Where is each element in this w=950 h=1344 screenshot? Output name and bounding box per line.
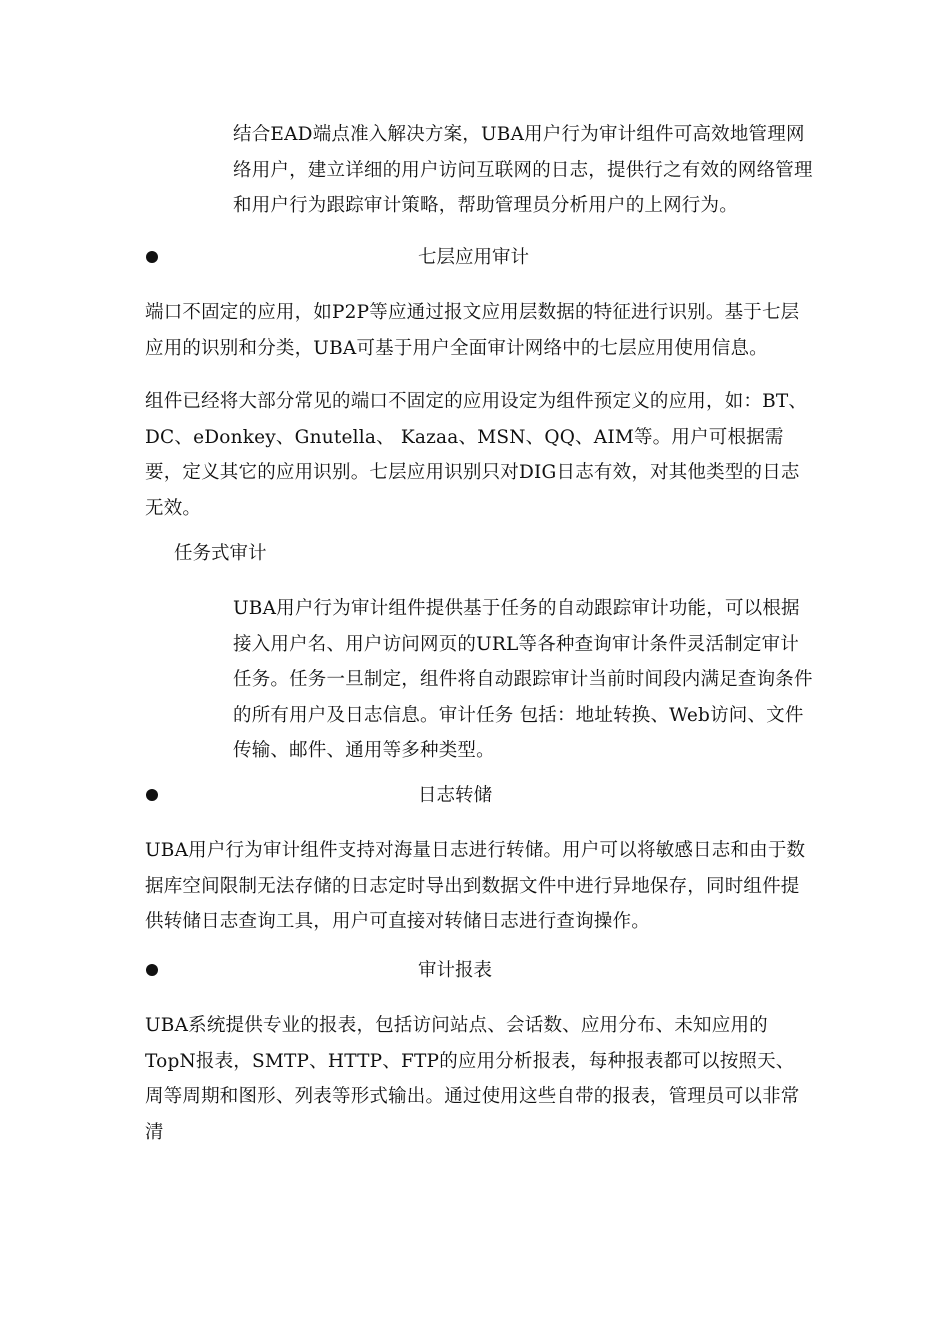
bullet-icon bbox=[146, 964, 158, 976]
intro-paragraph: 结合EAD端点准入解决方案，UBA用户行为审计组件可高效地管理网络用户，建立详细的用户访问互联网的日志，提供行之有效的网络管理和用户行为跟踪审计策略，帮助管理员分析用户的上网行为。 bbox=[233, 124, 813, 216]
section-title: 审计报表 bbox=[418, 960, 493, 981]
bullet-icon bbox=[146, 251, 158, 263]
section-title: 七层应用审计 bbox=[418, 247, 530, 268]
section-heading-reports bbox=[145, 953, 810, 989]
log-dump-paragraph: UBA用户行为审计组件支持对海量日志进行转储。用户可以将敏感日志和由于数据库空间限制无法存储的日志定时导出到数据文件中进行异地保存，同时组件提供转储日志查询工具，用户可直接对转储日志进行查询操作。 bbox=[145, 840, 806, 932]
seven-layer-paragraph-2: 组件已经将大部分常见的端口不固定的应用设定为组件预定义的应用，如：BT、DC、eDonkey、Gnutella、 Kazaa、MSN、QQ、AIM等。用户可根据需要，定义其它的应用识别。七层应用识别只对DIG日志有效，对其他类型的日志无效。 bbox=[145, 391, 808, 519]
section-heading-task-audit: 任务式审计 bbox=[174, 543, 267, 564]
section-title: 日志转储 bbox=[418, 785, 493, 806]
seven-layer-paragraph-1: 端口不固定的应用，如P2P等应通过报文应用层数据的特征进行识别。基于七层应用的识别和分类，UBA可基于用户全面审计网络中的七层应用使用信息。 bbox=[145, 302, 800, 359]
reports-paragraph: UBA系统提供专业的报表，包括访问站点、会话数、应用分布、未知应用的TopN报表，SMTP、HTTP、FTP的应用分析报表，每种报表都可以按照天、周等周期和图形、列表等形式输出。通过使用这些自带的报表，管理员可以非常清 bbox=[145, 1015, 800, 1143]
section-heading-log-dump bbox=[145, 778, 810, 814]
section-heading-seven-layer bbox=[145, 240, 810, 276]
bullet-icon bbox=[146, 789, 158, 801]
task-audit-paragraph: UBA用户行为审计组件提供基于任务的自动跟踪审计功能，可以根据接入用户名、用户访问网页的URL等各种查询审计条件灵活制定审计任务。任务一旦制定，组件将自动跟踪审计当前时间段内满足查询条件的所有用户及日志信息。审计任务 包括：地址转换、Web访问、文件传输、邮件、通用等多种类型。 bbox=[233, 598, 813, 761]
